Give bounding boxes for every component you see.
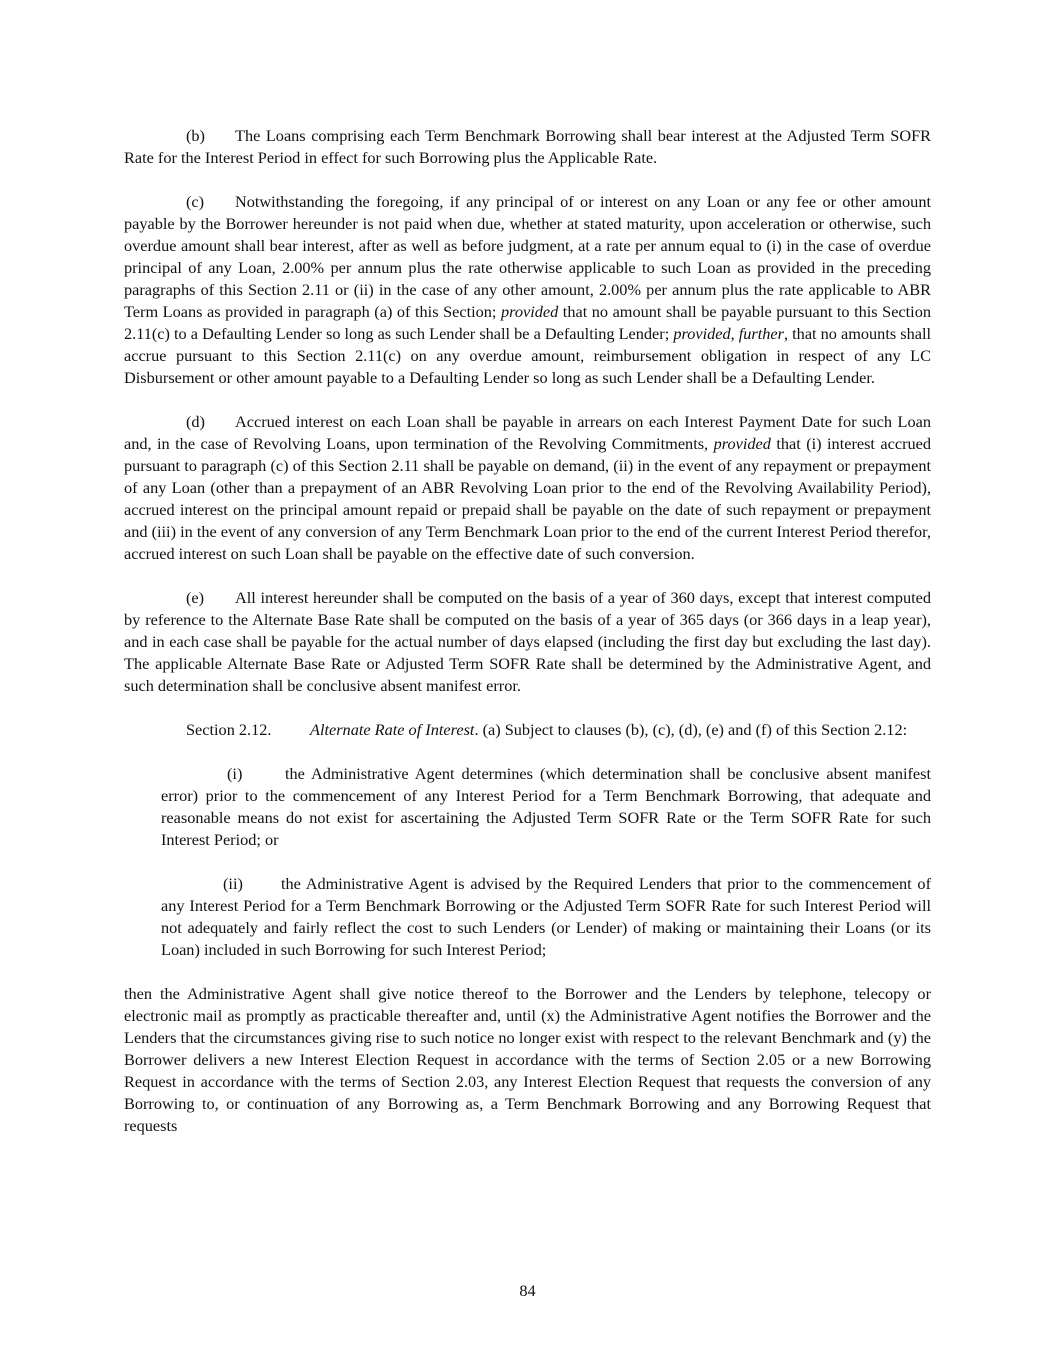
clause-i [161,763,931,851]
clause-ii [161,873,931,961]
paragraph-c-italic-provided-2: provided [673,324,731,343]
paragraph-e-marker: (e) [186,588,205,607]
paragraph-b-text: The Loans comprising each Term Benchmark Borrowing shall bear interest at the Adjusted Term SOFR Rate for the Interest Period in effect for such Borrowing plus the Applicable Rate. [124,126,931,167]
paragraph-b [124,125,931,169]
section-2-12-intro: . (a) Subject to clauses (b), (c), (d), (e) and (f) of this Section 2.12: [474,720,908,739]
section-2-12-title: Alternate Rate of Interest [310,720,475,739]
paragraph-c-text-2: that no amount shall be payable pursuant to this Section 2.11(c) to a Defaulting Lender so long as such Lender shall be a Defaulting Lender; [124,302,931,343]
paragraph-d [124,411,931,565]
page-number: 84 [519,1281,536,1300]
paragraph-e [124,587,931,697]
paragraph-d-marker: (d) [186,412,205,431]
paragraph-c-marker: (c) [186,192,205,211]
paragraph-c [124,191,931,389]
paragraph-c-text-3: , [730,324,739,343]
paragraph-d-text-2: that (i) interest accrued pursuant to paragraph (c) of this Section 2.11 shall be payable on demand, (ii) in the event of any repayment or prepayment of any Loan (other than a prepayment of an ABR Revolving Loan prior to the end of the Revolving Availability Period), accrued interest on the principal amount repaid or prepaid shall be payable on the date of such repayment or prepayment and (iii) in the event of any conversion of any Term Benchmark Loan prior to the end of the current Interest Period therefor, accrued interest on such Loan shall be payable on the effective date of such conversion. [124,434,932,563]
paragraph-c-italic-provided: provided [500,302,559,321]
paragraph-d-italic-provided: provided [713,434,771,453]
clause-i-text: the Administrative Agent determines (which determination shall be conclusive absent manifest error) prior to the commencement of any Interest Period for a Term Benchmark Borrowing, that adequate and reasonable means do not exist for ascertaining the Adjusted Term SOFR Rate or the Term SOFR Rate for such Interest Period; or [161,764,931,849]
paragraph-d-text-1: Accrued interest on each Loan shall be payable in arrears on each Interest Payment Date for such Loan and, in the case of Revolving Loans, upon termination of the Revolving Commitments, [124,412,931,453]
continuation-paragraph: then the Administrative Agent shall give notice thereof to the Borrower and the Lenders by telephone, telecopy or electronic mail as promptly as practicable thereafter and, until (x) the Administrative Agent notifies the Borrower and the Lenders that the circumstances giving rise to such notice no longer exist with respect to the relevant Benchmark and (y) the Borrower delivers a new Interest Election Request in accordance with the terms of Section 2.05 or a new Borrowing Request in accordance with the terms of Section 2.03, any Interest Election Request that requests the conversion of any Borrowing to, or continuation of any Borrowing as, a Term Benchmark Borrowing and any Borrowing Request that requests [124,984,931,1135]
section-2-12-number: Section 2.12. [186,720,272,739]
paragraph-e-text: All interest hereunder shall be computed on the basis of a year of 360 days, except that interest computed by reference to the Alternate Base Rate shall be computed on the basis of a year of 365 days (or 366 days in a leap year), and in each case shall be payable for the actual number of days elapsed (including the first day but excluding the last day). The applicable Alternate Base Rate or Adjusted Term SOFR Rate shall be determined by the Administrative Agent, and such determination shall be conclusive absent manifest error. [124,588,931,695]
clause-i-marker: (i) [227,764,243,783]
section-2-12-heading [124,719,931,741]
paragraph-b-marker: (b) [186,126,205,145]
clause-ii-text: the Administrative Agent is advised by the Required Lenders that prior to the commencement of any Interest Period for a Term Benchmark Borrowing or the Adjusted Term SOFR Rate for such Interest Period will not adequately and fairly reflect the cost to such Lenders (or Lender) of making or maintaining their Loans (or its Loan) included in such Borrowing for such Interest Period; [161,874,931,959]
paragraph-c-text-4: , that no amounts shall accrue pursuant to this Section 2.11(c) on any overdue amount, reimbursement obligation in respect of any LC Disbursement or other amount payable to a Defaulting Lender so long as such Lender shall be a Defaulting Lender. [124,324,932,387]
document-body [124,125,931,1137]
paragraph-c-italic-further: further [738,324,784,343]
clause-ii-marker: (ii) [223,874,243,893]
paragraph-c-text-1: Notwithstanding the foregoing, if any principal of or interest on any Loan or any fee or other amount payable by the Borrower hereunder is not paid when due, whether at stated maturity, upon acceleration or otherwise, such overdue amount shall bear interest, after as well as before judgment, at a rate per annum equal to (i) in the case of overdue principal of any Loan, 2.00% per annum plus the rate otherwise applicable to such Loan as provided in the preceding paragraphs of this Section 2.11 or (ii) in the case of any other amount, 2.00% per annum plus the rate applicable to ABR Term Loans as provided in paragraph (a) of this Section; [124,192,931,321]
